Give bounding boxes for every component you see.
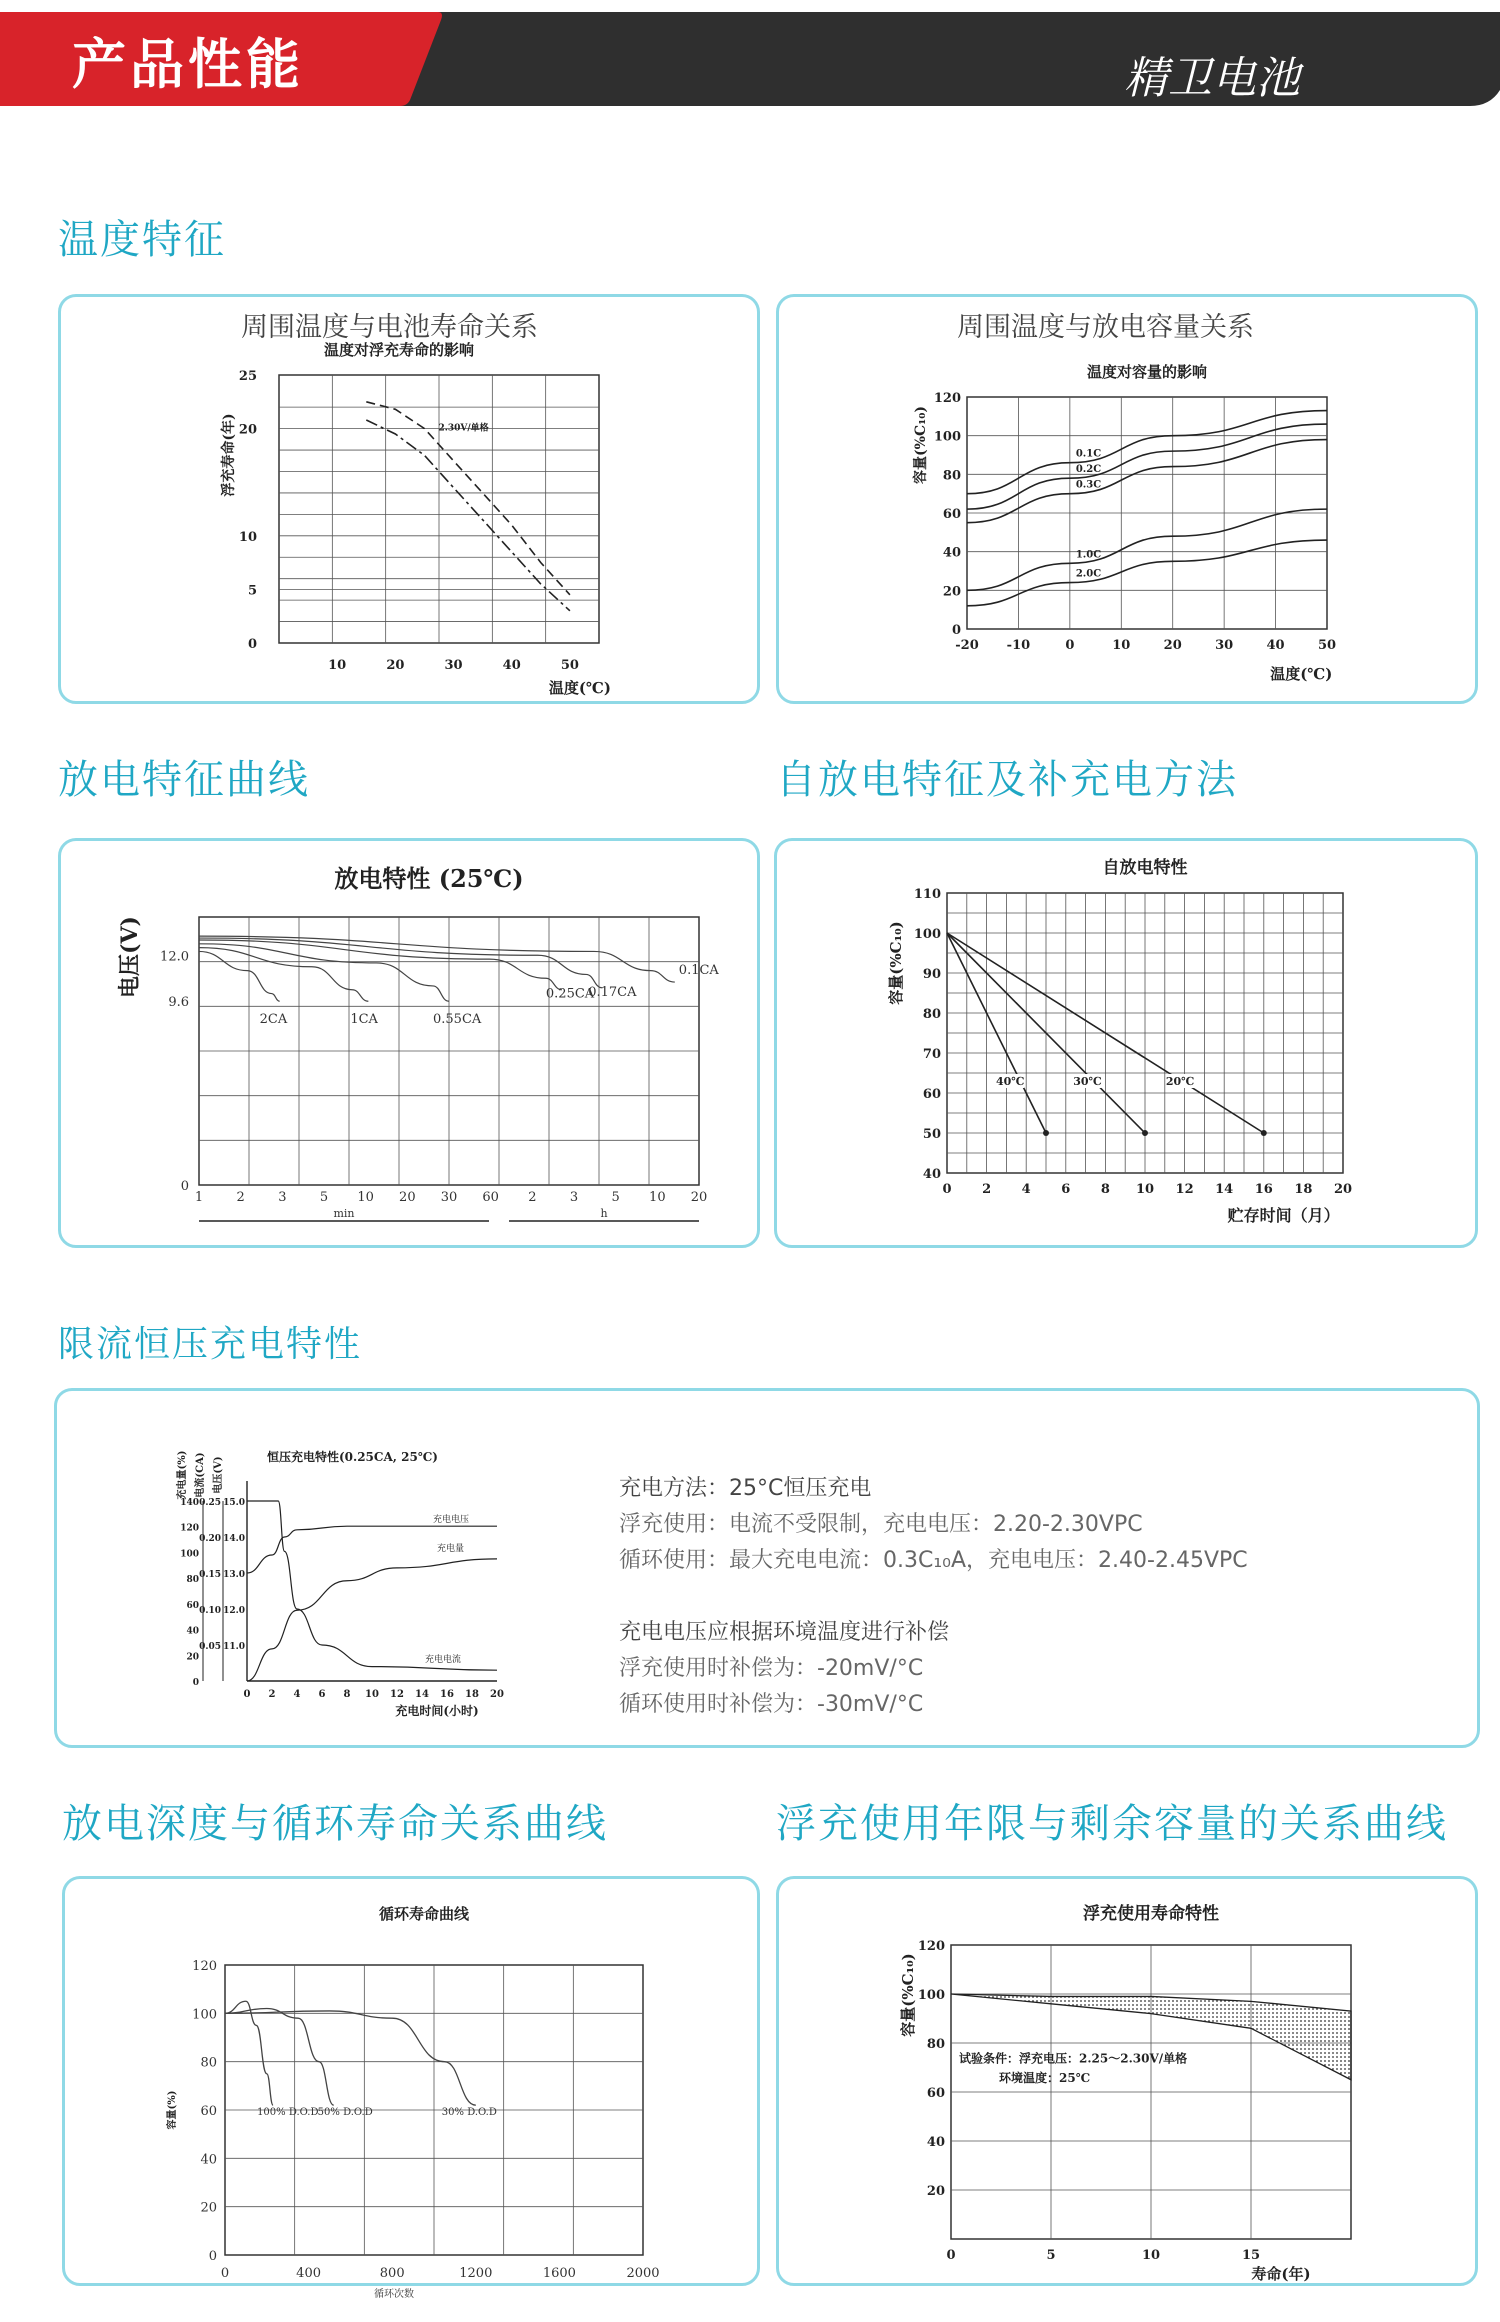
x-tick-label: 2 bbox=[268, 1689, 276, 1700]
y-tick-label: 120 bbox=[933, 391, 961, 406]
chart-title: 循环寿命曲线 bbox=[378, 1905, 470, 1923]
y-axis-label: 电压(V) bbox=[213, 1456, 224, 1494]
y-tick-label: 60 bbox=[942, 507, 961, 522]
y-tick-label: 110 bbox=[913, 887, 941, 902]
chart-float-life bbox=[779, 1879, 1475, 2283]
panel-title: 周围温度与放电容量关系 bbox=[957, 312, 1254, 343]
y-tick-label: 0.05 bbox=[199, 1642, 221, 1652]
series-label: 充电电压 bbox=[433, 1515, 470, 1526]
y-axis-label: 容量(%C₁₀) bbox=[899, 1953, 917, 2037]
series-label: 2.30V/单格 bbox=[438, 423, 489, 434]
series-label: 2CA bbox=[259, 1012, 288, 1028]
annotation: 试验条件：浮充电压：2.25～2.30V/单格 bbox=[959, 2051, 1188, 2066]
y-tick-label: 40 bbox=[186, 1626, 199, 1637]
y-tick-label: 40 bbox=[200, 2152, 217, 2168]
y-tick-label: 140 bbox=[180, 1498, 199, 1508]
x-tick-label: 14 bbox=[1215, 1182, 1234, 1197]
series-label: 充电量 bbox=[437, 1543, 465, 1554]
x-tick-label: 4 bbox=[1021, 1182, 1031, 1197]
x-tick-label: 10 bbox=[328, 658, 347, 673]
x-tick-label: 3 bbox=[278, 1190, 287, 1205]
x-tick-label: 16 bbox=[1254, 1182, 1273, 1197]
series-line bbox=[199, 938, 602, 988]
x-tick-label: 30 bbox=[444, 658, 463, 673]
y-axis-label: 容量(%C₁₀) bbox=[887, 921, 905, 1005]
y-tick-label: 0 bbox=[951, 623, 961, 638]
x-tick-label: 20 bbox=[490, 1689, 504, 1700]
x-tick-label: 0 bbox=[942, 1182, 952, 1197]
y-tick-label: 9.6 bbox=[168, 995, 189, 1011]
chart-title: 浮充使用寿命特性 bbox=[1083, 1904, 1219, 1924]
series-label: 0.2C bbox=[1075, 464, 1102, 476]
section-title-float: 浮充使用年限与剩余容量的关系曲线 bbox=[776, 1801, 1448, 1847]
x-tick-label: 15 bbox=[1241, 2248, 1261, 2263]
series-line bbox=[225, 2001, 273, 2105]
chart-self-discharge bbox=[777, 841, 1475, 1245]
x-tick-label: 2000 bbox=[626, 2266, 660, 2281]
y-tick-label: 80 bbox=[200, 2055, 217, 2071]
series-label: 1CA bbox=[350, 1012, 378, 1028]
annotation: 环境温度：25℃ bbox=[999, 2071, 1091, 2086]
series-label: 0.1CA bbox=[678, 963, 719, 979]
y-tick-label: 20 bbox=[186, 1652, 199, 1663]
section-title-dod: 放电深度与循环寿命关系曲线 bbox=[62, 1801, 608, 1847]
x-tick-label: 0 bbox=[946, 2248, 956, 2263]
series-label: 0.3C bbox=[1075, 479, 1102, 491]
x-tick-label: 0 bbox=[1065, 638, 1075, 653]
page-title: 产品性能 bbox=[72, 33, 304, 96]
x-tick-label: 10 bbox=[1112, 638, 1131, 653]
series-line bbox=[967, 424, 1327, 509]
y-tick-label: 40 bbox=[926, 2135, 945, 2150]
y-tick-label: 100 bbox=[933, 429, 961, 445]
x-tick-label: 0 bbox=[243, 1689, 251, 1700]
panel-self-discharge bbox=[774, 838, 1478, 1248]
x-group-label: min bbox=[333, 1207, 355, 1220]
section-title-discharge: 放电特征曲线 bbox=[58, 757, 310, 803]
x-tick-label: -10 bbox=[1006, 638, 1031, 653]
series-label: 0.25CA bbox=[545, 986, 595, 1002]
x-tick-label: 40 bbox=[502, 658, 521, 673]
x-tick-label: 18 bbox=[465, 1689, 479, 1700]
x-axis-label: 贮存时间（月） bbox=[1227, 1206, 1340, 1225]
y-tick-label: 120 bbox=[192, 1959, 217, 1974]
section-title-self-discharge: 自放电特征及补充电方法 bbox=[776, 757, 1238, 803]
y-tick-label: 15.0 bbox=[223, 1498, 245, 1508]
panel-discharge bbox=[58, 838, 760, 1248]
x-tick-label: 1200 bbox=[459, 2266, 493, 2281]
series-label: 0.55CA bbox=[433, 1012, 482, 1028]
y-tick-label: 5 bbox=[247, 583, 257, 599]
y-tick-label: 70 bbox=[922, 1047, 941, 1062]
series-line bbox=[199, 944, 449, 1001]
y-axis-label: 电流(CA) bbox=[195, 1452, 206, 1498]
chart-charging bbox=[57, 1391, 557, 1745]
y-tick-label: 0.10 bbox=[199, 1606, 221, 1616]
y-tick-label: 10 bbox=[238, 529, 257, 545]
section-title-charging: 限流恒压充电特性 bbox=[58, 1324, 363, 1365]
series-label: 100% D.O.D bbox=[257, 2107, 319, 2119]
compensation-note: 充电电压应根据环境温度进行补偿 bbox=[619, 1620, 950, 1645]
x-tick-label: 40 bbox=[1266, 638, 1285, 653]
y-tick-label: 0.25 bbox=[199, 1498, 221, 1508]
y-tick-label: 80 bbox=[942, 468, 961, 484]
x-tick-label: 10 bbox=[649, 1190, 666, 1205]
x-axis-label: 温度(℃) bbox=[548, 679, 611, 697]
y-tick-label: 25 bbox=[238, 369, 257, 384]
chart-title: 放电特性 (25℃) bbox=[334, 864, 524, 893]
y-axis-label: 容量(%) bbox=[167, 2090, 178, 2130]
x-tick-label: 10 bbox=[357, 1190, 374, 1205]
x-group-label: h bbox=[600, 1207, 608, 1220]
x-tick-label: 8 bbox=[1100, 1182, 1110, 1197]
cycle-use: 循环使用：最大充电电流：0.3C₁₀A，充电电压：2.40-2.45VPC bbox=[619, 1548, 1248, 1573]
panel-cycle-life bbox=[62, 1876, 760, 2300]
series-label: 30% D.O.D bbox=[441, 2107, 497, 2119]
series-label: 2.0C bbox=[1075, 568, 1102, 580]
x-tick-label: 30 bbox=[440, 1190, 458, 1205]
x-axis-label: 温度(℃) bbox=[1270, 665, 1333, 683]
series-line bbox=[199, 948, 368, 1002]
chart-temp-capacity bbox=[779, 297, 1475, 701]
y-tick-label: 0.15 bbox=[199, 1570, 221, 1580]
y-tick-label: 40 bbox=[942, 545, 961, 561]
x-axis-label: 寿命(年) bbox=[1251, 2265, 1311, 2283]
x-tick-label: 60 bbox=[482, 1190, 499, 1205]
float-use: 浮充使用：电流不受限制，充电电压：2.20-2.30VPC bbox=[619, 1512, 1143, 1537]
y-axis-label: 容量(%C₁₀) bbox=[913, 406, 929, 484]
y-tick-label: 60 bbox=[926, 2086, 945, 2101]
x-tick-label: 400 bbox=[296, 2266, 322, 2281]
float-compensation: 浮充使用时补偿为：-20mV/°C bbox=[619, 1656, 924, 1681]
cycle-compensation: 循环使用时补偿为：-30mV/°C bbox=[619, 1692, 924, 1717]
x-axis-label: 充电时间(小时) bbox=[395, 1704, 479, 1718]
y-tick-label: 0 bbox=[208, 2249, 217, 2264]
y-tick-label: 20 bbox=[238, 422, 257, 438]
x-tick-label: 5 bbox=[319, 1190, 329, 1205]
x-tick-label: 800 bbox=[379, 2266, 405, 2281]
series-label: 40℃ bbox=[995, 1075, 1025, 1088]
x-tick-label: 2 bbox=[982, 1182, 992, 1197]
x-tick-label: 4 bbox=[293, 1689, 301, 1700]
y-tick-label: 0.20 bbox=[199, 1534, 221, 1544]
x-tick-label: 12 bbox=[1175, 1182, 1194, 1197]
chart-title: 自放电特性 bbox=[1102, 858, 1188, 878]
panel-temp-life bbox=[58, 294, 760, 704]
y-tick-label: 0 bbox=[247, 637, 257, 652]
x-tick-label: 14 bbox=[415, 1689, 429, 1700]
x-tick-label: 0 bbox=[220, 2266, 230, 2281]
x-axis-label: 循环次数 bbox=[374, 2289, 414, 2300]
y-tick-label: 20 bbox=[200, 2200, 217, 2216]
x-tick-label: 20 bbox=[1163, 638, 1182, 653]
y-tick-label: 13.0 bbox=[223, 1570, 245, 1580]
series-label: 30℃ bbox=[1073, 1075, 1102, 1088]
x-tick-label: 2 bbox=[236, 1190, 245, 1205]
y-tick-label: 40 bbox=[922, 1167, 941, 1182]
x-tick-label: 1 bbox=[194, 1190, 204, 1205]
data-point bbox=[1261, 1130, 1267, 1136]
series-label: 50% D.O.D bbox=[317, 2107, 373, 2119]
y-tick-label: 12.0 bbox=[223, 1606, 245, 1616]
y-tick-label: 50 bbox=[922, 1127, 941, 1142]
y-tick-label: 14.0 bbox=[223, 1534, 245, 1544]
chart-title: 恒压充电特性(0.25CA, 25℃) bbox=[267, 1450, 438, 1464]
series-line bbox=[967, 440, 1327, 523]
x-tick-label: 20 bbox=[399, 1190, 416, 1205]
panel-title: 周围温度与电池寿命关系 bbox=[241, 312, 538, 343]
series-label: 充电电流 bbox=[425, 1655, 462, 1666]
x-tick-label: 50 bbox=[560, 658, 579, 673]
y-tick-label: 120 bbox=[917, 1939, 945, 1954]
y-tick-label: 0 bbox=[180, 1179, 189, 1194]
y-tick-label: 0 bbox=[192, 1678, 199, 1688]
x-tick-label: 5 bbox=[1046, 2248, 1056, 2263]
panel-float-life bbox=[776, 1876, 1478, 2286]
x-tick-label: 10 bbox=[1135, 1182, 1155, 1197]
charging-method: 充电方法：25°C恒压充电 bbox=[619, 1476, 872, 1501]
y-tick-label: 100 bbox=[917, 1988, 945, 2003]
series-label: 0.17CA bbox=[588, 984, 637, 1000]
panel-temp-capacity bbox=[776, 294, 1478, 704]
y-tick-label: 60 bbox=[922, 1087, 941, 1102]
y-tick-label: 60 bbox=[186, 1600, 199, 1611]
series-line bbox=[967, 540, 1327, 606]
y-tick-label: 120 bbox=[180, 1523, 199, 1534]
y-tick-label: 60 bbox=[200, 2104, 217, 2119]
y-tick-label: 80 bbox=[926, 2037, 945, 2052]
x-tick-label: 1600 bbox=[542, 2266, 576, 2281]
chart-discharge bbox=[61, 841, 757, 1245]
y-tick-label: 90 bbox=[922, 967, 941, 982]
data-point bbox=[1142, 1130, 1148, 1136]
series-line bbox=[366, 420, 570, 611]
section-title-temperature: 温度特征 bbox=[58, 217, 226, 263]
chart-title: 温度对容量的影响 bbox=[1086, 363, 1208, 381]
x-tick-label: 12 bbox=[390, 1689, 404, 1700]
x-tick-label: 8 bbox=[343, 1689, 351, 1700]
x-tick-label: 30 bbox=[1215, 638, 1234, 653]
x-tick-label: 20 bbox=[690, 1190, 708, 1205]
brand-name: 精卫电池 bbox=[1124, 53, 1300, 104]
y-axis-label: 电压(V) bbox=[117, 916, 143, 998]
y-tick-label: 80 bbox=[922, 1007, 941, 1022]
y-tick-label: 12.0 bbox=[160, 949, 189, 965]
series-label: 0.1C bbox=[1075, 448, 1102, 460]
y-tick-label: 20 bbox=[926, 2184, 945, 2199]
x-tick-label: 6 bbox=[318, 1689, 326, 1700]
x-tick-label: 5 bbox=[611, 1190, 620, 1205]
y-axis-label: 充电量(%) bbox=[177, 1450, 188, 1500]
x-tick-label: 3 bbox=[569, 1190, 579, 1205]
series-label: 20℃ bbox=[1165, 1075, 1195, 1088]
series-line bbox=[199, 936, 675, 982]
chart-temp-life bbox=[61, 297, 757, 701]
chart-title: 温度对浮充寿命的影响 bbox=[323, 341, 475, 359]
y-tick-label: 11.0 bbox=[223, 1642, 245, 1652]
series-line bbox=[967, 509, 1327, 590]
x-tick-label: 10 bbox=[1141, 2248, 1161, 2263]
y-tick-label: 80 bbox=[186, 1575, 199, 1586]
series-line bbox=[225, 2009, 334, 2106]
y-tick-label: 100 bbox=[180, 1549, 199, 1560]
x-tick-label: 2 bbox=[528, 1190, 537, 1205]
y-axis-label: 浮充寿命(年) bbox=[221, 413, 237, 497]
x-tick-label: 20 bbox=[386, 658, 405, 673]
y-tick-label: 20 bbox=[942, 584, 961, 600]
series-label: 1.0C bbox=[1075, 549, 1102, 561]
x-tick-label: 6 bbox=[1061, 1182, 1071, 1197]
x-tick-label: 50 bbox=[1317, 638, 1337, 653]
x-tick-label: 20 bbox=[1333, 1182, 1353, 1197]
panel-charging bbox=[54, 1388, 1480, 1748]
x-tick-label: 16 bbox=[440, 1689, 454, 1700]
series-line bbox=[199, 951, 280, 1001]
x-tick-label: 18 bbox=[1294, 1182, 1313, 1197]
series-line bbox=[967, 411, 1327, 494]
chart-cycle-life bbox=[65, 1879, 757, 2300]
data-point bbox=[1043, 1130, 1049, 1136]
y-tick-label: 100 bbox=[192, 2007, 217, 2023]
x-tick-label: 10 bbox=[365, 1689, 379, 1700]
x-tick-label: -20 bbox=[955, 638, 979, 653]
y-tick-label: 100 bbox=[913, 927, 941, 942]
